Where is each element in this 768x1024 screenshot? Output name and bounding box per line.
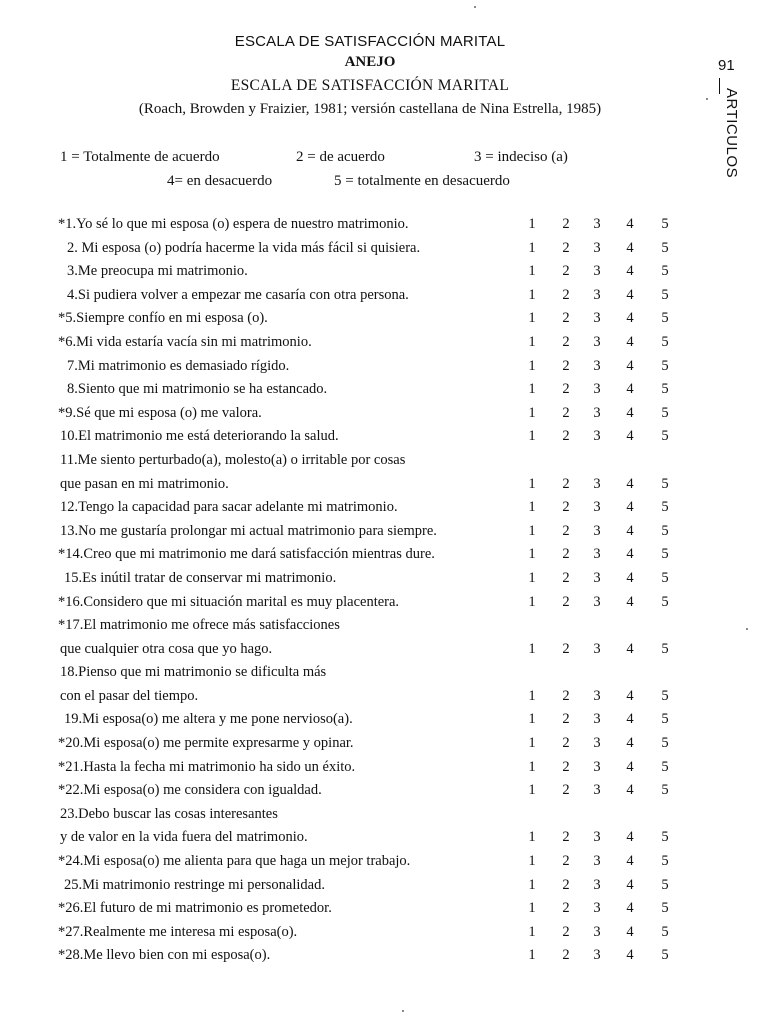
score-option-2: 2 [562, 829, 570, 846]
questionnaire-item [0, 900, 768, 924]
score-option-1: 1 [528, 216, 536, 232]
questionnaire-item [0, 334, 768, 358]
score-option-5: 5 [661, 499, 669, 516]
score-option-3: 3 [593, 853, 601, 870]
score-option-5: 5 [661, 475, 669, 492]
score-option-5: 5 [661, 900, 669, 917]
score-option-3: 3 [593, 499, 601, 516]
questionnaire-item [0, 310, 768, 334]
item-text: 11.Me siento perturbado(a), molesto(a) o irritable por cosas [60, 451, 406, 468]
score-option-3: 3 [593, 239, 601, 256]
score-option-5: 5 [661, 593, 669, 610]
scan-speck [402, 1010, 404, 1012]
score-option-1: 1 [528, 286, 536, 303]
score-option-1: 1 [528, 428, 536, 445]
item-text: 8.Siento que mi matrimonio se ha estancado. [67, 381, 328, 398]
questionnaire-item [0, 806, 768, 830]
score-option-2: 2 [562, 286, 570, 303]
questionnaire-item [0, 523, 768, 547]
score-option-3: 3 [593, 711, 601, 728]
score-option-3: 3 [593, 947, 601, 964]
score-option-5: 5 [661, 333, 669, 350]
score-option-2: 2 [562, 546, 570, 563]
score-option-1: 1 [528, 239, 536, 256]
item-text: 3.Me preocupa mi matrimonio. [67, 263, 248, 280]
score-option-2: 2 [562, 357, 570, 374]
score-option-2: 2 [562, 428, 570, 445]
score-option-3: 3 [593, 216, 601, 232]
questionnaire-item [0, 452, 768, 476]
score-option-4: 4 [626, 286, 634, 303]
score-option-4: 4 [626, 263, 634, 280]
score-option-1: 1 [528, 475, 536, 492]
score-option-1: 1 [528, 829, 536, 846]
questionnaire-item [0, 853, 768, 877]
item-text: que pasan en mi matrimonio. [60, 475, 229, 492]
score-option-1: 1 [528, 758, 536, 775]
score-option-3: 3 [593, 876, 601, 893]
legend-option-3: 3 = indeciso (a) [474, 149, 568, 165]
score-option-4: 4 [626, 782, 634, 799]
questionnaire-item [0, 476, 768, 500]
score-option-4: 4 [626, 546, 634, 563]
item-text: con el pasar del tiempo. [60, 687, 199, 704]
questionnaire-item [0, 617, 768, 641]
item-text: 15.Es inútil tratar de conservar mi matrimonio. [64, 569, 337, 586]
score-option-3: 3 [593, 428, 601, 445]
score-option-5: 5 [661, 782, 669, 799]
score-option-1: 1 [528, 404, 536, 421]
questionnaire-item [0, 358, 768, 382]
score-option-1: 1 [528, 522, 536, 539]
score-option-5: 5 [661, 947, 669, 964]
item-text: y de valor en la vida fuera del matrimonio. [60, 829, 308, 846]
score-option-4: 4 [626, 947, 634, 964]
score-option-3: 3 [593, 923, 601, 940]
legend-option-5: 5 = totalmente en desacuerdo [334, 173, 510, 189]
score-option-1: 1 [528, 900, 536, 917]
score-option-2: 2 [562, 333, 570, 350]
score-option-5: 5 [661, 876, 669, 893]
scan-speck [474, 6, 476, 8]
score-option-4: 4 [626, 475, 634, 492]
score-option-2: 2 [562, 758, 570, 775]
questionnaire-item [0, 570, 768, 594]
score-option-4: 4 [626, 711, 634, 728]
section-divider [719, 78, 720, 94]
item-text: *9.Sé que mi esposa (o) me valora. [58, 404, 262, 421]
score-option-4: 4 [626, 829, 634, 846]
score-option-5: 5 [661, 381, 669, 398]
questionnaire-item [0, 877, 768, 901]
item-text: *28.Me llevo bien con mi esposa(o). [58, 947, 271, 964]
score-option-4: 4 [626, 239, 634, 256]
score-option-2: 2 [562, 923, 570, 940]
score-option-1: 1 [528, 687, 536, 704]
scale-title-serif: ESCALA DE SATISFACCIÓN MARITAL [230, 77, 510, 94]
score-option-3: 3 [593, 900, 601, 917]
score-option-3: 3 [593, 735, 601, 752]
score-option-4: 4 [626, 404, 634, 421]
questionnaire-item [0, 711, 768, 735]
score-option-2: 2 [562, 499, 570, 516]
score-option-1: 1 [528, 782, 536, 799]
score-option-5: 5 [661, 428, 669, 445]
item-text: 19.Mi esposa(o) me altera y me pone nervioso(a). [64, 711, 353, 728]
score-option-1: 1 [528, 923, 536, 940]
score-option-1: 1 [528, 876, 536, 893]
score-option-1: 1 [528, 853, 536, 870]
score-option-2: 2 [562, 593, 570, 610]
questionnaire-item [0, 216, 768, 240]
score-option-3: 3 [593, 522, 601, 539]
score-option-4: 4 [626, 900, 634, 917]
score-option-4: 4 [626, 333, 634, 350]
score-option-3: 3 [593, 687, 601, 704]
score-option-1: 1 [528, 593, 536, 610]
section-label: ARTICULOS [723, 88, 740, 179]
score-option-1: 1 [528, 546, 536, 563]
score-option-5: 5 [661, 286, 669, 303]
scale-title-sans: ESCALA DE SATISFACCIÓN MARITAL [234, 33, 506, 50]
score-option-2: 2 [562, 216, 570, 232]
score-option-2: 2 [562, 735, 570, 752]
score-option-1: 1 [528, 381, 536, 398]
score-option-5: 5 [661, 357, 669, 374]
score-option-5: 5 [661, 758, 669, 775]
item-text: 23.Debo buscar las cosas interesantes [60, 805, 278, 822]
page-number: 91 [718, 57, 735, 74]
score-option-3: 3 [593, 782, 601, 799]
score-option-4: 4 [626, 640, 634, 657]
item-text: *1.Yo sé lo que mi esposa (o) espera de nuestro matrimonio. [58, 216, 409, 232]
score-option-4: 4 [626, 758, 634, 775]
questionnaire-item [0, 405, 768, 429]
item-text: 10.El matrimonio me está deteriorando la salud. [60, 428, 339, 445]
item-text: *22.Mi esposa(o) me considera con igualdad. [58, 782, 322, 799]
item-text: *27.Realmente me interesa mi esposa(o). [58, 923, 298, 940]
score-option-2: 2 [562, 640, 570, 657]
score-option-4: 4 [626, 687, 634, 704]
score-option-2: 2 [562, 475, 570, 492]
score-option-5: 5 [661, 239, 669, 256]
questionnaire-item [0, 782, 768, 806]
score-option-5: 5 [661, 216, 669, 232]
score-option-2: 2 [562, 947, 570, 964]
score-option-4: 4 [626, 216, 634, 232]
score-option-1: 1 [528, 569, 536, 586]
item-text: 12.Tengo la capacidad para sacar adelante mi matrimonio. [60, 499, 398, 516]
score-option-3: 3 [593, 263, 601, 280]
score-option-1: 1 [528, 263, 536, 280]
questionnaire-item [0, 688, 768, 712]
score-option-2: 2 [562, 900, 570, 917]
questionnaire-item [0, 664, 768, 688]
score-option-3: 3 [593, 381, 601, 398]
item-text: 7.Mi matrimonio es demasiado rígido. [67, 357, 290, 374]
item-text: *16.Considero que mi situación marital es muy placentera. [58, 593, 400, 610]
score-option-5: 5 [661, 829, 669, 846]
score-option-2: 2 [562, 853, 570, 870]
questionnaire-items [0, 216, 768, 971]
score-option-3: 3 [593, 640, 601, 657]
item-text: *14.Creo que mi matrimonio me dará satisfacción mientras dure. [58, 546, 435, 563]
item-text: que cualquier otra cosa que yo hago. [60, 640, 273, 657]
score-option-3: 3 [593, 829, 601, 846]
score-option-3: 3 [593, 475, 601, 492]
item-text: *21.Hasta la fecha mi matrimonio ha sido un éxito. [58, 758, 356, 775]
score-option-4: 4 [626, 499, 634, 516]
questionnaire-item [0, 829, 768, 853]
score-option-4: 4 [626, 310, 634, 327]
score-option-3: 3 [593, 569, 601, 586]
score-option-3: 3 [593, 286, 601, 303]
questionnaire-item [0, 594, 768, 618]
score-option-3: 3 [593, 333, 601, 350]
score-option-4: 4 [626, 735, 634, 752]
score-option-4: 4 [626, 569, 634, 586]
scan-speck [746, 628, 748, 630]
questionnaire-item [0, 947, 768, 971]
score-option-2: 2 [562, 782, 570, 799]
questionnaire-item [0, 428, 768, 452]
item-text: *6.Mi vida estaría vacía sin mi matrimonio. [58, 333, 312, 350]
score-option-3: 3 [593, 546, 601, 563]
score-option-2: 2 [562, 239, 570, 256]
questionnaire-item [0, 381, 768, 405]
score-option-5: 5 [661, 522, 669, 539]
score-option-2: 2 [562, 522, 570, 539]
score-option-2: 2 [562, 310, 570, 327]
score-option-3: 3 [593, 593, 601, 610]
item-text: 4.Si pudiera volver a empezar me casaría con otra persona. [67, 286, 409, 303]
score-option-2: 2 [562, 687, 570, 704]
score-option-2: 2 [562, 876, 570, 893]
score-option-5: 5 [661, 546, 669, 563]
score-option-5: 5 [661, 310, 669, 327]
score-option-5: 5 [661, 640, 669, 657]
score-option-4: 4 [626, 876, 634, 893]
score-option-1: 1 [528, 333, 536, 350]
score-option-2: 2 [562, 711, 570, 728]
score-option-4: 4 [626, 428, 634, 445]
score-option-5: 5 [661, 853, 669, 870]
score-option-2: 2 [562, 569, 570, 586]
score-option-4: 4 [626, 853, 634, 870]
score-option-5: 5 [661, 569, 669, 586]
item-text: *17.El matrimonio me ofrece más satisfacciones [58, 617, 340, 634]
score-option-2: 2 [562, 381, 570, 398]
questionnaire-item [0, 641, 768, 665]
score-option-1: 1 [528, 947, 536, 964]
score-option-1: 1 [528, 357, 536, 374]
questionnaire-item [0, 759, 768, 783]
item-text: 13.No me gustaría prolongar mi actual matrimonio para siempre. [60, 522, 437, 539]
questionnaire-item [0, 287, 768, 311]
score-option-3: 3 [593, 404, 601, 421]
score-option-1: 1 [528, 499, 536, 516]
item-text: 25.Mi matrimonio restringe mi personalidad. [64, 876, 325, 893]
score-option-2: 2 [562, 404, 570, 421]
questionnaire-item [0, 546, 768, 570]
annex-label: ANEJO [344, 54, 396, 70]
score-option-5: 5 [661, 404, 669, 421]
scan-speck [706, 98, 708, 100]
score-option-5: 5 [661, 711, 669, 728]
score-option-4: 4 [626, 923, 634, 940]
questionnaire-item [0, 240, 768, 264]
item-text: *20.Mi esposa(o) me permite expresarme y opinar. [58, 735, 354, 752]
score-option-3: 3 [593, 357, 601, 374]
legend-option-2: 2 = de acuerdo [296, 149, 385, 165]
score-option-3: 3 [593, 758, 601, 775]
score-option-4: 4 [626, 593, 634, 610]
score-option-5: 5 [661, 735, 669, 752]
questionnaire-item [0, 735, 768, 759]
score-option-5: 5 [661, 923, 669, 940]
score-option-4: 4 [626, 381, 634, 398]
score-option-5: 5 [661, 263, 669, 280]
item-text: *24.Mi esposa(o) me alienta para que haga un mejor trabajo. [58, 853, 411, 870]
score-option-5: 5 [661, 687, 669, 704]
questionnaire-item [0, 924, 768, 948]
score-option-1: 1 [528, 310, 536, 327]
item-text: 18.Pienso que mi matrimonio se dificulta más [60, 664, 327, 681]
legend-option-1: 1 = Totalmente de acuerdo [60, 149, 220, 165]
score-option-1: 1 [528, 640, 536, 657]
score-option-4: 4 [626, 522, 634, 539]
citation: (Roach, Browden y Fraizier, 1981; versión castellana de Nina Estrella, 1985) [138, 101, 602, 117]
item-text: *5.Siempre confío en mi esposa (o). [58, 310, 268, 327]
score-option-4: 4 [626, 357, 634, 374]
score-option-3: 3 [593, 310, 601, 327]
score-option-1: 1 [528, 711, 536, 728]
item-text: *26.El futuro de mi matrimonio es prometedor. [58, 900, 332, 917]
score-option-1: 1 [528, 735, 536, 752]
score-option-2: 2 [562, 263, 570, 280]
legend-option-4: 4= en desacuerdo [167, 173, 273, 189]
item-text: 2. Mi esposa (o) podría hacerme la vida más fácil si quisiera. [67, 239, 421, 256]
questionnaire-item [0, 263, 768, 287]
questionnaire-item [0, 499, 768, 523]
